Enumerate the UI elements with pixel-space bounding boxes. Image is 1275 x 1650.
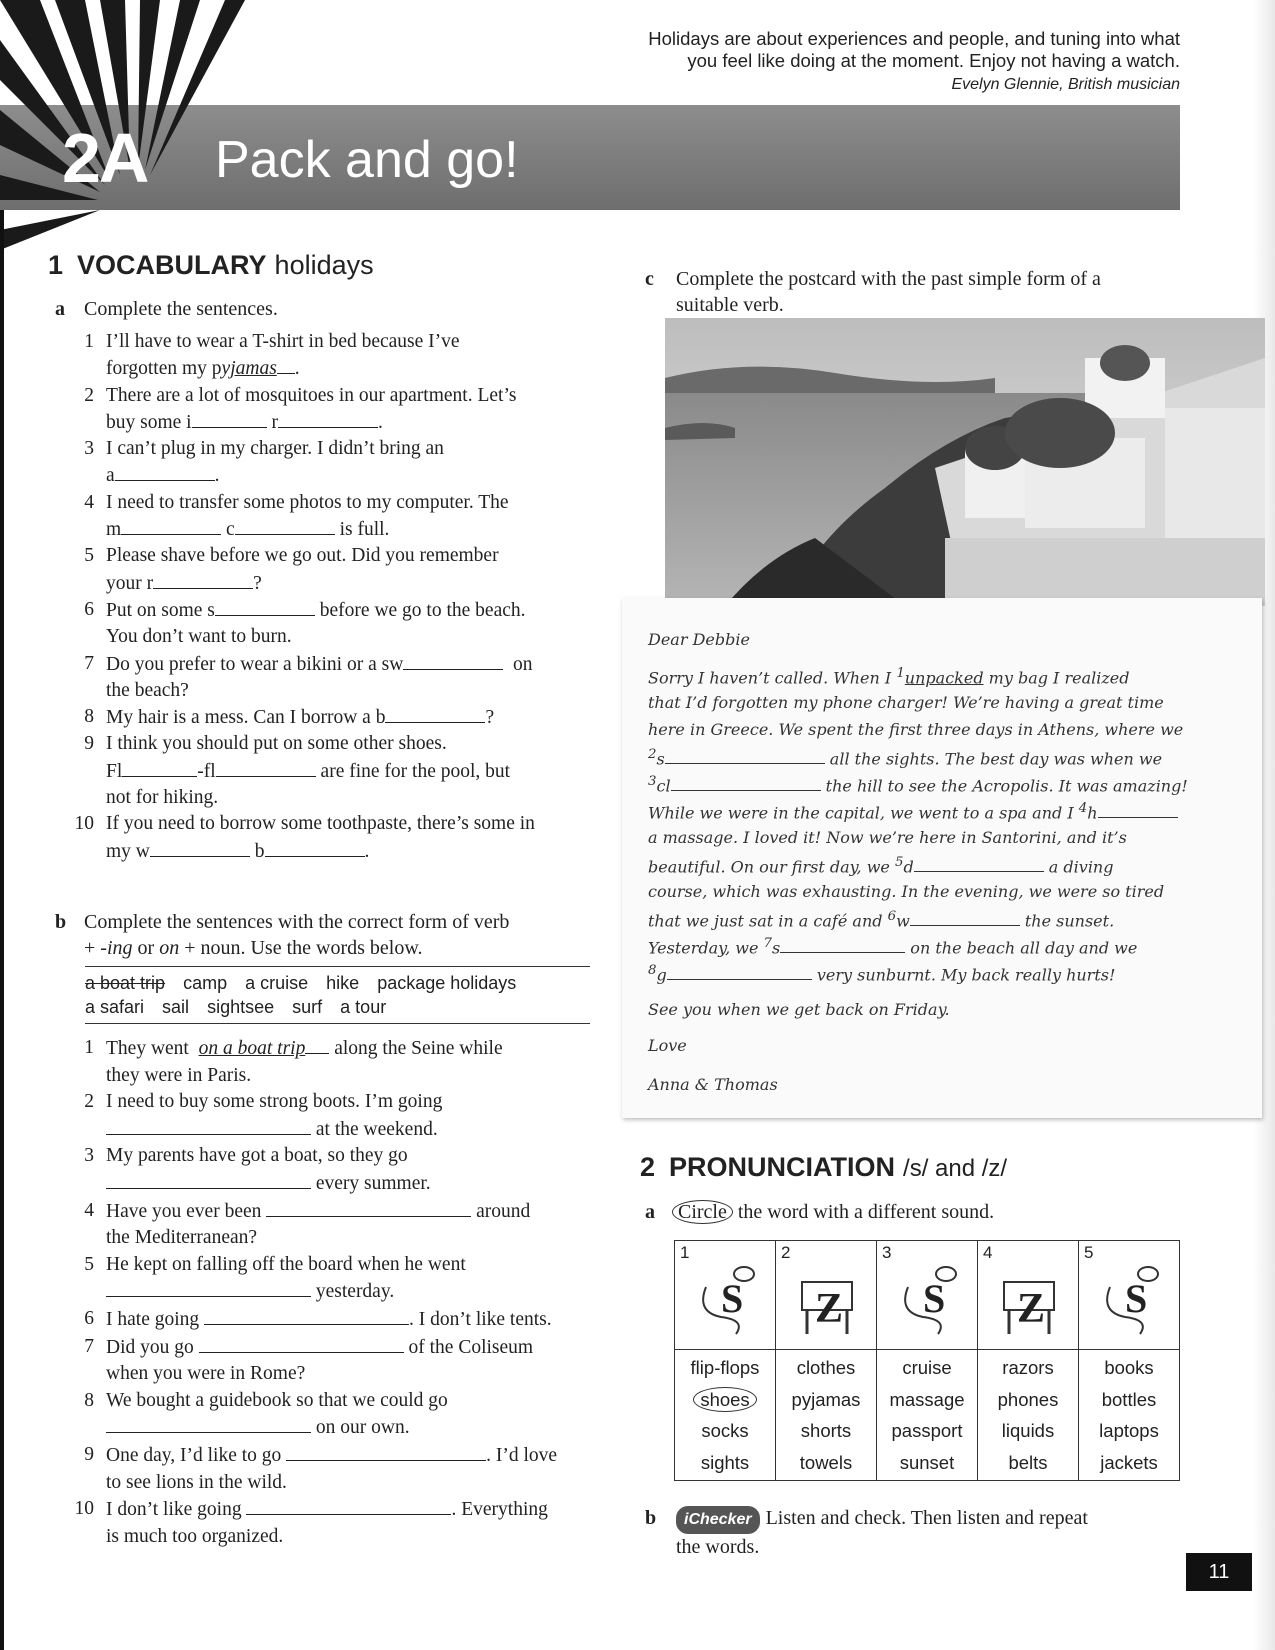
postcard-line: a massage. I loved it! Now we’re here in Santorini, and it’s [648,828,1127,847]
section-subtitle: holidays [274,250,374,280]
answer-blank[interactable] [106,1170,311,1189]
circled-word[interactable]: shoes [693,1387,756,1412]
sound-cell: 1 S [675,1241,776,1350]
svg-text:S: S [1125,1276,1148,1321]
section-title: VOCABULARY [77,250,267,280]
sound-cell: 2 Z [776,1241,877,1350]
answer-blank[interactable] [667,965,812,980]
list-item: 8 We bought a guidebook so that we could go on our own. [84,1389,448,1439]
list-item: 7 Did you go of the Coliseum when you were in Rome? [84,1335,534,1385]
list-item: 8 My hair is a mess. Can I borrow a b ? [84,706,495,729]
pronunciation-heading [640,1152,1007,1183]
answer-blank[interactable] [150,838,250,857]
answer-blank[interactable] [199,1334,404,1353]
answer-blank[interactable] [215,597,315,616]
exercise-letter-c: c [645,268,654,290]
pronunciation-b-instruction: iChecker Listen and check. Then listen and repeat the words. [676,1507,1088,1558]
word-column: flip-flops shoes socks sights [675,1350,776,1481]
exercise-b-instruction: Complete the sentences with the correct form of verb + -ing or on + noun. Use the words below. [84,911,510,959]
page-edge-left [0,210,4,1650]
answer-blank[interactable] [914,857,1044,872]
postcard [622,598,1262,1118]
unit-number: 2A [62,119,148,197]
section-title: PRONUNCIATION [669,1152,896,1182]
word-bank-item: package holidays [377,973,517,993]
section-number: 2 [640,1152,656,1182]
list-item: 5 He kept on falling off the board when he went yesterday. [84,1253,466,1303]
word-bank [85,966,590,1024]
answer-blank[interactable] [286,1442,486,1461]
quote-line-1: Holidays are about experiences and people, and tuning into what [648,28,1180,49]
answer-blank[interactable] [266,1198,471,1217]
answer-blank[interactable] [153,570,253,589]
answer-blank[interactable] [246,1496,451,1515]
word-bank-item: a tour [340,997,387,1017]
postcard-greeting: Dear Debbie [648,630,750,649]
answer-blank[interactable] [122,758,197,777]
exercise-b-list [60,1035,590,1550]
postcard-line: that we just sat in a café and $^6$w the sunset. [648,909,1115,931]
postcard-line: here in Greece. We spent the first three days in Athens, where we [648,720,1184,739]
exercise-letter-a: a [645,1201,655,1223]
list-item: 3 I can’t plug in my charger. I didn’t bring an a . [84,438,444,487]
exercise-letter-b: b [645,1507,657,1529]
answer-blank[interactable] [278,409,378,428]
list-item: 1 They went on a boat trip along the Seine while they were in Paris. [84,1037,503,1086]
answer-blank[interactable] [121,516,221,535]
snake-s-icon [878,1242,976,1342]
list-item: 4 I need to transfer some photos to my computer. The m c is full. [84,491,509,541]
unit-title: Pack and go! [215,131,519,189]
word-bank-item: a boat trip [85,973,166,993]
answer-blank[interactable] [115,462,215,481]
list-item: 6 I hate going . I don’t like tents. [84,1307,552,1330]
word-bank-item: a safari [85,997,145,1017]
postcard-signoff: Love [648,1036,687,1055]
word-column: cruise massage passport sunset [877,1350,978,1481]
word-column: razors phones liquids belts [978,1350,1079,1481]
answer-text: on a boat trip [198,1038,306,1059]
exercise-a-list [60,329,580,865]
list-item: 2 I need to buy some strong boots. I’m going at the weekend. [84,1091,443,1140]
word-bank-item: hike [326,973,360,993]
svg-text:S: S [923,1276,946,1321]
postcard-line: See you when we get back on Friday. [648,1000,950,1019]
list-item: 9 I think you should put on some other shoes. Fl -fl are fine for the pool, but not for hiking. [84,733,511,809]
answer-blank[interactable] [665,749,825,764]
svg-text:Z: Z [1017,1286,1046,1332]
postcard-line: course, which was exhausting. In the evening, we were so tired [648,882,1165,901]
list-item: 5 Please shave before we go out. Did you remember your r ? [84,545,499,594]
pronunciation-a-instruction: Circle the word with a different sound. [672,1199,994,1225]
postcard-signature: Anna & Thomas [648,1075,778,1094]
word-bank-item: surf [292,997,323,1017]
word-column: clothes pyjamas shorts towels [776,1350,877,1481]
ichecker-badge[interactable]: iChecker [676,1506,760,1534]
zebra-z-icon [777,1242,875,1342]
answer-blank[interactable] [403,651,503,670]
snake-s-icon [1080,1242,1178,1342]
circle-example: Circle [672,1200,733,1224]
answer-blank[interactable] [265,838,365,857]
list-item: 7 Do you prefer to wear a bikini or a sw on the beach? [84,652,533,701]
postcard-line: that I’d forgotten my phone charger! We’re having a great time [648,693,1164,712]
sound-cell: 3 S [877,1241,978,1350]
list-item: 10 I don’t like going . Everything is much too organized. [74,1498,548,1547]
postcard-line: $^2$s all the sights. The best day was when we [648,747,1163,769]
postcard-line: Sorry I haven’t called. When I $^1$unpacked my bag I realized [648,666,1130,688]
answer-text: unpacked [904,668,984,688]
quote-author: Evelyn Glennie, British musician [951,76,1180,93]
answer-blank[interactable] [910,911,1020,926]
list-item: 4 Have you ever been around the Mediterranean? [84,1199,531,1249]
section-number: 1 [48,250,64,280]
list-item: 10 If you need to borrow some toothpaste, there’s some in my w b . [74,813,535,862]
exercise-c-instruction: Complete the postcard with the past simple form of a suitable verb. [676,268,1101,316]
answer-blank[interactable] [305,1035,329,1054]
vocabulary-heading [48,250,374,281]
postcard-line: $^8$g very sunburnt. My back really hurts! [648,963,1116,985]
svg-text:S: S [721,1276,744,1321]
exercise-letter-a: a [55,298,65,320]
word-column: books bottles laptops jackets [1079,1350,1180,1481]
answer-blank[interactable] [235,516,335,535]
list-item: 6 Put on some s before we go to the beach. You don’t want to burn. [84,598,526,648]
answer-blank[interactable] [204,1306,409,1325]
section-subtitle: /s/ and /z/ [903,1155,1008,1182]
answer-blank[interactable] [385,704,485,723]
quote-line-2: you feel like doing at the moment. Enjoy not having a watch. [687,50,1180,71]
exercise-a-instruction: Complete the sentences. [84,298,278,320]
svg-text:Z: Z [815,1286,844,1332]
list-item: 2 There are a lot of mosquitoes in our apartment. Let’s buy some i r . [84,384,517,433]
word-bank-item: sail [162,997,190,1017]
answer-blank[interactable] [1098,803,1178,818]
postcard-line: While we were in the capital, we went to a spa and I $^4$h [648,801,1178,822]
answer-blank[interactable] [106,1116,311,1135]
pronunciation-table [674,1240,1180,1481]
header-quote [560,28,1180,96]
answer-text: yjamas [221,358,277,380]
answer-blank[interactable] [780,938,905,953]
word-bank-item: sightsee [207,997,275,1017]
sound-cell: 5 S [1079,1241,1180,1350]
page-number: 11 [1186,1553,1252,1591]
sound-cell: 4 Z [978,1241,1079,1350]
answer-blank[interactable] [277,355,295,374]
santorini-photo [665,318,1265,606]
answer-blank[interactable] [106,1278,311,1297]
answer-blank[interactable] [192,409,267,428]
postcard-line: Yesterday, we $^7$s on the beach all day and we [648,936,1138,958]
answer-blank[interactable] [106,1414,311,1433]
postcard-line: beautiful. On our first day, we $^5$d a diving [648,855,1114,877]
list-item: 9 One day, I’d like to go . I’d love to see lions in the wild. [84,1443,558,1493]
postcard-line: $^3$cl the hill to see the Acropolis. It was amazing! [648,774,1188,796]
zebra-z-icon [979,1242,1077,1342]
answer-blank[interactable] [671,776,821,791]
snake-s-icon [676,1242,774,1342]
word-bank-item: camp [183,973,228,993]
list-item: 3 My parents have got a boat, so they go every summer. [84,1145,431,1194]
answer-blank[interactable] [216,758,316,777]
exercise-letter-b: b [55,911,67,933]
word-bank-item: a cruise [245,973,309,993]
list-item: 1 I’ll have to wear a T-shirt in bed because I’ve forgotten my pyjamas . [84,331,460,380]
